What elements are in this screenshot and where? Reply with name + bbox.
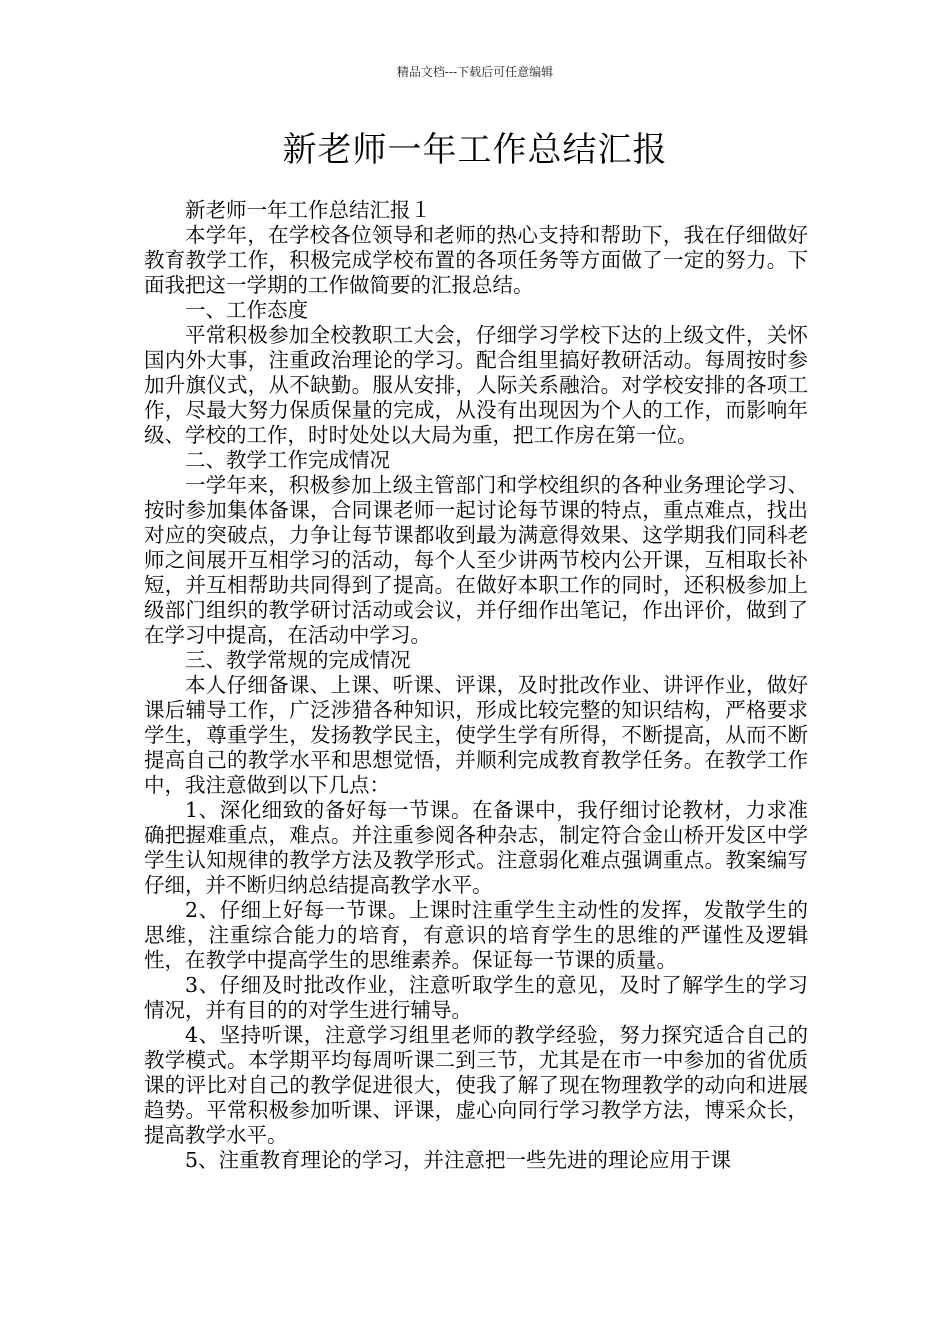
section-heading-attitude: 一、工作态度 <box>185 298 308 322</box>
point-3-paragraph: 3、仔细及时批改作业，注意听取学生的意见，及时了解学生的学习情况，并有目的的对学生进行辅导。 <box>144 973 808 1022</box>
intro-paragraph: 本学年，在学校各位领导和老师的热心支持和帮助下，我在仔细做好教育教学工作，积极完成学校布置的各项任务等方面做了一定的努力。下面我把这一学期的工作做简要的汇报总结。 <box>144 223 808 297</box>
teaching-paragraph: 一学年来，积极参加上级主管部门和学校组织的各种业务理论学习、按时参加集体备课，合同课老师一起讨论每节课的特点，重点难点，找出对应的突破点，力争让每节课都收到最为满意得效果、这学期我们同科老师之间展开互相学习的活动，每个人至少讲两节校内公开课，互相取长补短，并互相帮助共同得到了提高。在做好本职工作的同时，还积极参加上级部门组织的教学研讨活动或会议，并仔细作出笔记，作出评价，做到了在学习中提高，在活动中学习。 <box>144 473 808 647</box>
header-note: 精品文档---下载后可任意编辑 <box>396 65 554 79</box>
point-1-paragraph: 1、深化细致的备好每一节课。在备课中，我仔细讨论教材，力求准确把握难重点，难点。并注重参阅各种杂志，制定符合金山桥开发区中学学生认知规律的教学方法及教学形式。注意弱化难点强调重点。教案编写仔细，并不断归纳总结提高教学水平。 <box>144 798 808 897</box>
subtitle-paragraph: 新老师一年工作总结汇报１ <box>185 198 431 222</box>
point-5-paragraph: 5、注重教育理论的学习，并注意把一些先进的理论应用于课 <box>185 1148 732 1172</box>
routine-paragraph: 本人仔细备课、上课、听课、评课，及时批改作业、讲评作业，做好课后辅导工作，广泛涉猎各种知识，形成比较完整的知识结构，严格要求学生，尊重学生，发扬教学民主，使学生学有所得，不断提高，从而不断提高自己的教学水平和思想觉悟，并顺利完成教育教学任务。在教学工作中，我注意做到以下几点： <box>144 673 808 797</box>
point-4-paragraph: 4、坚持听课，注意学习组里老师的教学经验，努力探究适合自己的教学模式。本学期平均每周听课二到三节，尤其是在市一中参加的省优质课的评比对自己的教学促进很大，使我了解了现在物理教学的动向和进展趋势。平常积极参加听课、评课，虚心向同行学习教学方法，博采众长，提高教学水平。 <box>144 1023 808 1147</box>
section-heading-teaching: 二、教学工作完成情况 <box>185 448 390 472</box>
document-title: 新老师一年工作总结汇报 <box>282 130 668 170</box>
attitude-paragraph: 平常积极参加全校教职工大会，仔细学习学校下达的上级文件，关怀国内外大事，注重政治理论的学习。配合组里搞好教研活动。每周按时参加升旗仪式，从不缺勤。服从安排，人际关系融洽。对学校安排的各项工作，尽最大努力保质保量的完成，从没有出现因为个人的工作，而影响年级、学校的工作，时时处处以大局为重，把工作房在第一位。 <box>144 323 808 447</box>
section-heading-routine: 三、教学常规的完成情况 <box>185 648 411 672</box>
point-2-paragraph: 2、仔细上好每一节课。上课时注重学生主动性的发挥，发散学生的思维，注重综合能力的培育，有意识的培育学生的思维的严谨性及逻辑性，在教学中提高学生的思维素养。保证每一节课的质量。 <box>144 898 808 972</box>
document-body <box>144 198 808 1173</box>
